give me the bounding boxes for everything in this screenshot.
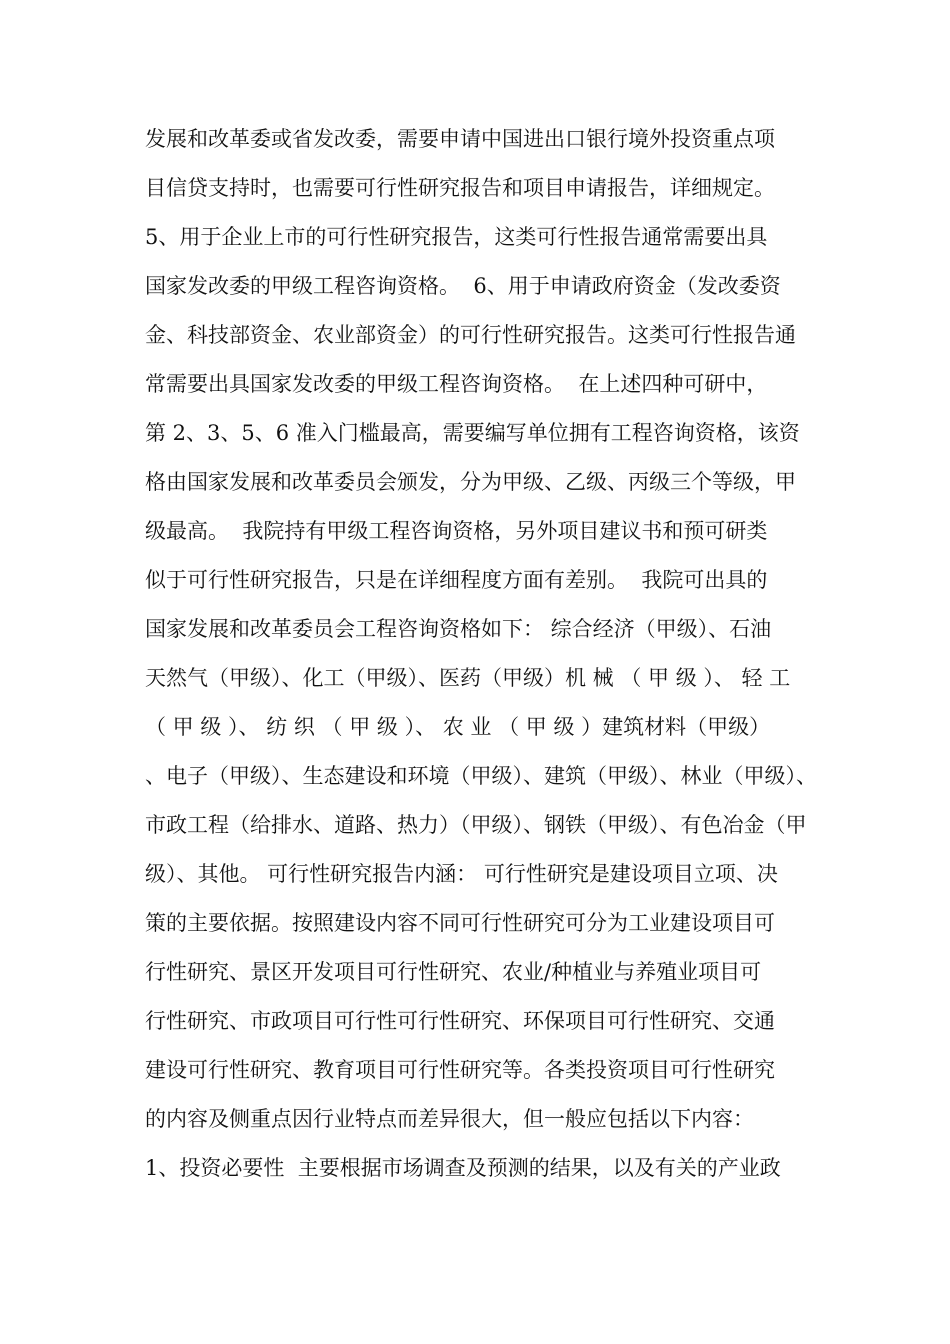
text-line: 的内容及侧重点因行业特点而差异很大，但一般应包括以下内容： bbox=[145, 1107, 754, 1131]
text-line: 似于可行性研究报告，只是在详细程度方面有差别。 我院可出具的 bbox=[145, 568, 768, 592]
text-line: 5、用于企业上市的可行性研究报告，这类可行性报告通常需要出具 bbox=[145, 225, 768, 249]
text-line: 国家发改委的甲级工程咨询资格。 6、用于申请政府资金（发改委资 bbox=[145, 274, 781, 298]
text-line: 金、科技部资金、农业部资金）的可行性研究报告。这类可行性报告通 bbox=[145, 323, 796, 347]
text-line: 、电子（甲级）、生态建设和环境（甲级）、建筑（甲级）、林业（甲级）、 bbox=[145, 764, 817, 788]
text-line: 行性研究、市政项目可行性可行性研究、环保项目可行性研究、交通 bbox=[145, 1009, 775, 1033]
text-line: 格由国家发展和改革委员会颁发，分为甲级、乙级、丙级三个等级，甲 bbox=[145, 470, 796, 494]
text-line: 天然气（甲级）、化工（甲级）、医药（甲级）机 械 （ 甲 级 ）、 轻 工 bbox=[145, 666, 791, 690]
text-line: 发展和改革委或省发改委，需要申请中国进出口银行境外投资重点项 bbox=[145, 127, 775, 151]
text-line: 级）、其他。 可行性研究报告内涵： 可行性研究是建设项目立项、决 bbox=[145, 862, 778, 886]
text-line: 常需要出具国家发改委的甲级工程咨询资格。 在上述四种可研中， bbox=[145, 372, 768, 396]
text-line: 策的主要依据。按照建设内容不同可行性研究可分为工业建设项目可 bbox=[145, 911, 775, 935]
text-line: 市政工程（给排水、道路、热力）（甲级）、钢铁（甲级）、有色冶金（甲 bbox=[145, 813, 807, 837]
text-line: 行性研究、景区开发项目可行性研究、农业/种植业与养殖业项目可 bbox=[145, 960, 762, 984]
text-line: 第 2、3、5、6 准入门槛最高，需要编写单位拥有工程咨询资格，该资 bbox=[145, 421, 800, 445]
text-line: 目信贷支持时，也需要可行性研究报告和项目申请报告，详细规定。 bbox=[145, 176, 775, 200]
text-line: 国家发展和改革委员会工程咨询资格如下： 综合经济（甲级）、石油 bbox=[145, 617, 772, 641]
text-line: （ 甲 级 ）、 纺 织 （ 甲 级 ）、 农 业 （ 甲 级 ）建筑材料（甲级） bbox=[145, 715, 771, 739]
text-line: 1、投资必要性 主要根据市场调查及预测的结果，以及有关的产业政 bbox=[145, 1156, 781, 1180]
text-line: 建设可行性研究、教育项目可行性研究等。各类投资项目可行性研究 bbox=[145, 1058, 775, 1082]
body-text bbox=[145, 115, 825, 1193]
text-line: 级最高。 我院持有甲级工程咨询资格，另外项目建议书和预可研类 bbox=[145, 519, 768, 543]
